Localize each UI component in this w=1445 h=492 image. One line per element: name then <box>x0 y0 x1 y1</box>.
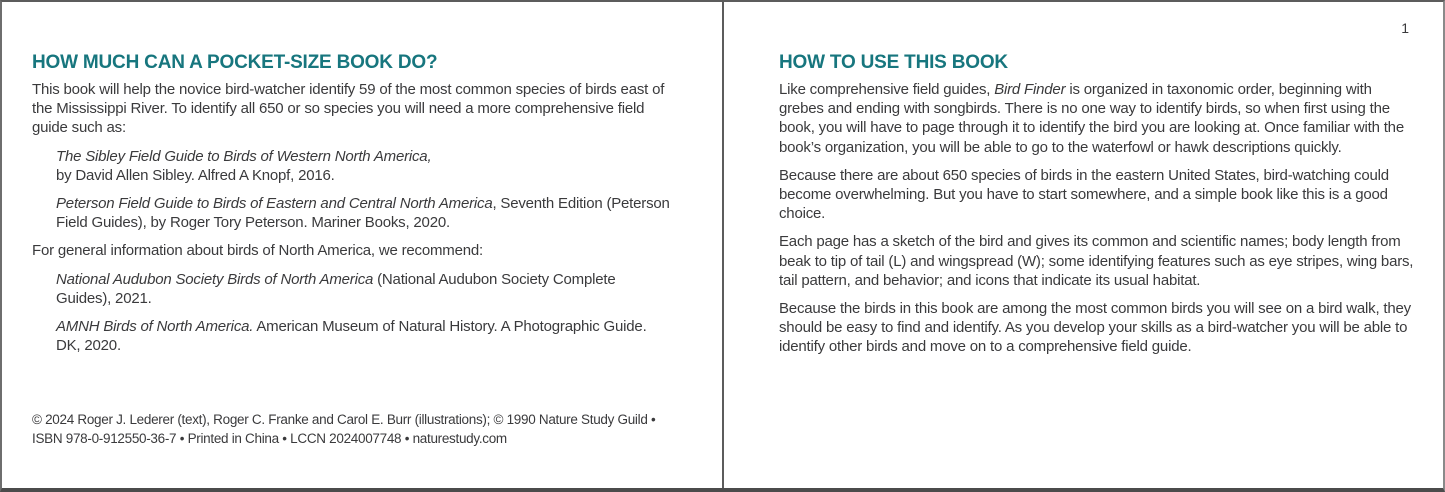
reference-sibley <box>56 147 672 185</box>
how-to-use-paragraph-4: Because the birds in this book are among the most common birds you will see on a bird walk, they should be easy to find and identify. As you develop your skills as a bird-watcher you will be able to identify other birds and move on to a comprehensive field guide. <box>779 300 1411 356</box>
intro-paragraph: This book will help the novice bird-watcher identify 59 of the most common species of birds east of the Mississippi River. To identify all 650 or so species you will need a more comprehensive field guide such as: <box>32 81 665 137</box>
book-title-italic: Bird Finder <box>994 81 1066 98</box>
reference-detail: , Seventh Edition (Peterson Field Guides), by Roger Tory Peterson. Mariner Books, 2020. <box>56 195 670 232</box>
left-page <box>2 2 724 488</box>
reference-peterson <box>56 194 672 232</box>
paragraph-text: Like comprehensive field guides, <box>779 81 995 98</box>
recommend-intro: For general information about birds of North America, we recommend: <box>32 242 483 260</box>
paragraph-text: is organized in taxonomic order, beginning with grebes and ending with songbirds. There is no one way to identify birds, so when first using the book, you will have to page through it to identify the bird you are looking at. Once familiar with the book’s organization, you will be able to go to the waterfowl or hawk descriptions quickly. <box>779 81 1404 156</box>
reference-title: AMNH Birds of North America. <box>56 318 254 336</box>
page-number: 1 <box>1401 20 1409 36</box>
reference-title: National Audubon Society Birds of North America <box>56 270 374 288</box>
reference-title: The Sibley Field Guide to Birds of Western North America, <box>56 147 432 165</box>
right-page-heading: HOW TO USE THIS BOOK <box>779 52 1008 73</box>
reference-audubon <box>56 270 672 308</box>
reference-title: Peterson Field Guide to Birds of Eastern and Central North America <box>56 195 493 213</box>
how-to-use-paragraph-1 <box>779 80 1415 157</box>
copyright-line: © 2024 Roger J. Lederer (text), Roger C. Franke and Carol E. Burr (illustrations); © 1990 Nature Study Guild • ISBN 978-0-912550-36-7 • Printed in China • LCCN 2024007748 • naturestudy.com <box>32 412 656 446</box>
reference-amnh <box>56 317 672 355</box>
reference-detail: (National Audubon Society Complete Guides), 2021. <box>56 270 616 307</box>
how-to-use-paragraph-2: Because there are about 650 species of birds in the eastern United States, bird-watching could become overwhelming. But you have to start somewhere, and a simple book like this is a good choice. <box>779 166 1389 223</box>
left-page-heading: HOW MUCH CAN A POCKET-SIZE BOOK DO? <box>32 52 438 73</box>
how-to-use-paragraph-3: Each page has a sketch of the bird and gives its common and scientific names; body length from beak to tip of tail (L) and wingspread (W); some identifying features such as eye stripes, wing bars, tail pattern, and behavior; and icons that indicate its usual habitat. <box>779 233 1414 289</box>
reference-detail: American Museum of Natural History. A Photographic Guide. DK, 2020. <box>56 318 647 355</box>
right-page <box>724 2 1443 488</box>
reference-detail: by David Allen Sibley. Alfred A Knopf, 2016. <box>56 166 335 184</box>
